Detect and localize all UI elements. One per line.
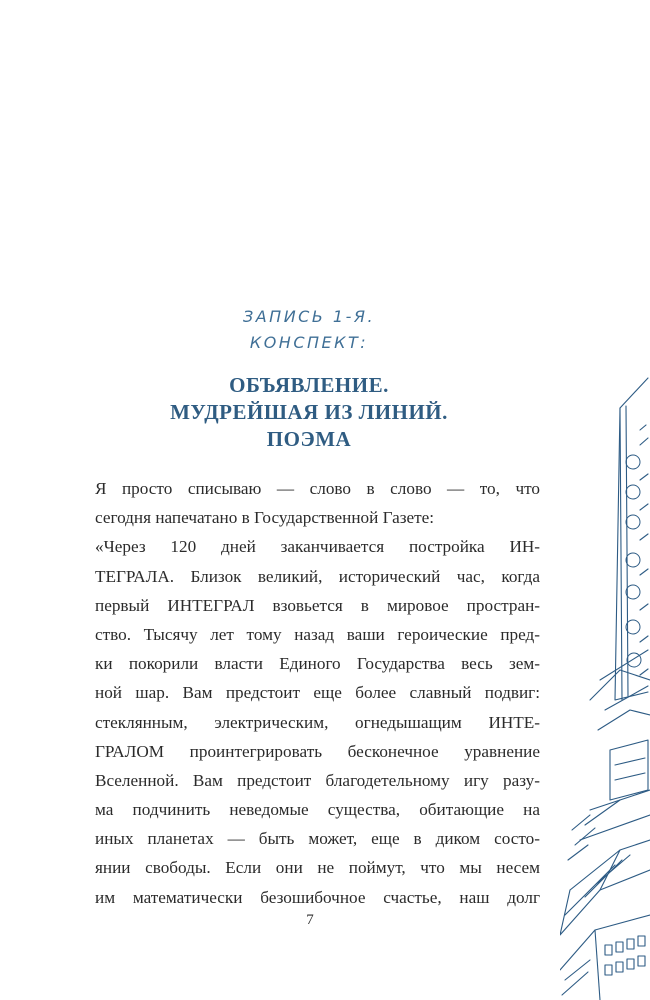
text-line: сегодня напечатано в Государственной Газете: — [95, 508, 435, 528]
text-line: «Через 120 дней заканчивается постройка ИН- — [95, 537, 540, 557]
chapter-label-line1: ЗАПИСЬ 1-Я. — [242, 307, 376, 326]
text-line: ство. Тысячу лет тому назад ваши героические пред- — [95, 624, 540, 644]
text-line: стеклянным, электрическим, огнедышащим ИНТЕ- — [95, 712, 540, 732]
chapter-label-line2: КОНСПЕКТ: — [249, 333, 369, 352]
chapter-title-line2: МУДРЕЙШАЯ ИЗ ЛИНИЙ. — [170, 400, 448, 424]
text-line: Я просто списываю — слово в слово — то, что — [95, 479, 540, 498]
text-line: Вселенной. Вам предстоит благодетельному игу разу- — [95, 770, 540, 790]
text-line: ной шар. Вам предстоит еще более славный подвиг: — [95, 683, 540, 703]
text-line: ма подчинить неведомые существа, обитающие на — [95, 800, 540, 820]
text-line: ТЕГРАЛА. Близок великий, исторический час, когда — [95, 566, 540, 586]
body-text — [95, 474, 540, 912]
text-line: первый ИНТЕГРАЛ взовьется в мировое простран- — [95, 595, 540, 615]
text-line: ки покорили власти Единого Государства весь зем- — [95, 654, 540, 674]
text-line: иных планетах — быть может, еще в диком состо- — [95, 829, 540, 849]
page-number: 7 — [306, 912, 314, 928]
text-line: янии свободы. Если они не поймут, что мы несем — [95, 858, 540, 878]
text-line: ГРАЛОМ проинтегрировать бесконечное уравнение — [95, 741, 540, 761]
building-sketch-illustration — [560, 370, 650, 1000]
chapter-title-line1: ОБЪЯВЛЕНИЕ. — [229, 373, 389, 397]
text-line: им математически безошибочное счастье, наш долг — [95, 887, 540, 907]
chapter-title-line3: ПОЭМА — [266, 427, 352, 451]
